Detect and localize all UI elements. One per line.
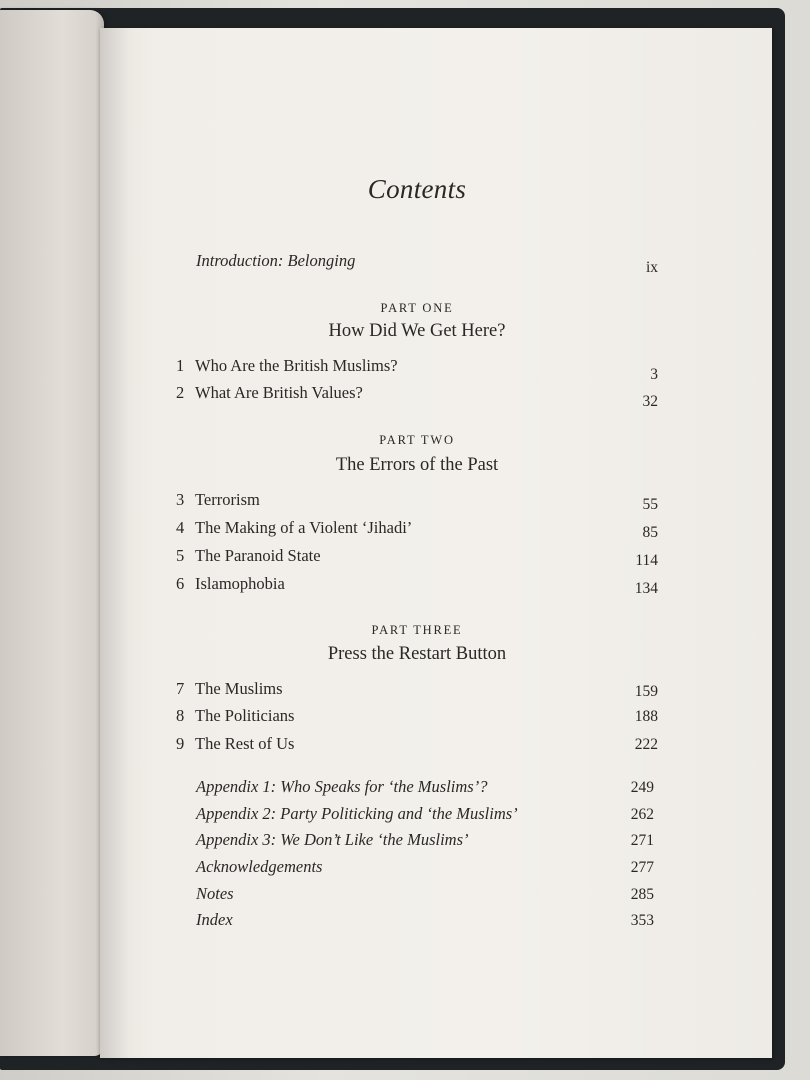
toc-entry-introduction [196, 251, 658, 275]
chapter-title: The Muslims [195, 679, 283, 698]
toc-entry-chapter [176, 490, 658, 514]
back-matter-title: Appendix 1: Who Speaks for ‘the Muslims’? [196, 777, 488, 796]
part-title: The Errors of the Past [335, 455, 499, 475]
chapter-page: 85 [642, 524, 658, 541]
back-matter-page: 271 [630, 832, 654, 849]
chapter-page: 159 [634, 683, 658, 700]
toc-entry-chapter [176, 574, 658, 598]
back-matter-title: Acknowledgements [196, 857, 323, 876]
chapter-page: 188 [634, 708, 658, 725]
chapter-title: The Making of a Violent ‘Jihadi’ [195, 518, 413, 537]
chapter-title: The Politicians [195, 706, 295, 725]
back-matter-page: 262 [630, 806, 654, 823]
toc-entry-back-matter [196, 910, 654, 934]
chapter-number: 1 [176, 356, 185, 375]
toc-entry-back-matter [196, 804, 654, 828]
chapter-page: 114 [635, 552, 658, 569]
chapter-number: 5 [176, 546, 185, 565]
toc-entry-chapter [176, 356, 658, 383]
chapter-page: 222 [634, 736, 658, 753]
chapter-title: What Are British Values? [195, 383, 363, 402]
chapter-page: 55 [642, 496, 658, 513]
toc-entry-chapter [176, 679, 658, 703]
chapter-number: 8 [176, 706, 185, 725]
toc-entry-chapter [176, 734, 658, 758]
toc-entry-back-matter [196, 777, 654, 801]
back-matter-title: Appendix 2: Party Politicking and ‘the Muslims’ [196, 804, 518, 823]
chapter-number: 3 [176, 490, 185, 509]
chapter-title: Terrorism [195, 490, 260, 509]
chapter-number: 9 [176, 734, 185, 753]
chapter-number: 4 [176, 518, 185, 537]
toc-entry-title: Introduction: Belonging [196, 251, 356, 270]
chapter-number: 6 [176, 574, 185, 593]
chapter-page: 134 [634, 580, 658, 597]
part-label: PART THREE [371, 623, 463, 637]
back-matter-title: Index [196, 910, 233, 929]
back-matter-page: 285 [630, 886, 654, 903]
toc-entry-back-matter [196, 884, 654, 908]
page-title: Contents [367, 174, 467, 204]
toc-entry-back-matter [196, 857, 654, 881]
back-matter-page: 277 [630, 859, 654, 876]
toc-entry-chapter [176, 546, 658, 570]
chapter-title: Islamophobia [195, 574, 285, 593]
part-label: PART ONE [380, 301, 454, 315]
part-title: How Did We Get Here? [328, 321, 506, 341]
chapter-title: The Paranoid State [195, 546, 321, 565]
chapter-page: 3 [650, 366, 658, 383]
toc-entry-page: ix [645, 259, 658, 276]
toc-entry-chapter [176, 518, 658, 542]
back-matter-title: Appendix 3: We Don’t Like ‘the Muslims’ [196, 830, 469, 849]
back-matter-page: 249 [630, 779, 654, 796]
toc-entry-back-matter [196, 830, 654, 854]
chapter-title: The Rest of Us [195, 734, 295, 753]
part-label: PART TWO [379, 433, 455, 447]
chapter-page: 32 [642, 393, 658, 410]
back-matter-title: Notes [196, 884, 234, 903]
back-matter-page: 353 [630, 912, 654, 929]
toc-entry-chapter [176, 706, 658, 730]
toc-entry-chapter [176, 383, 658, 410]
chapter-title: Who Are the British Muslims? [195, 356, 398, 375]
part-title: Press the Restart Button [327, 644, 507, 664]
chapter-number: 2 [176, 383, 185, 402]
chapter-number: 7 [176, 679, 185, 698]
